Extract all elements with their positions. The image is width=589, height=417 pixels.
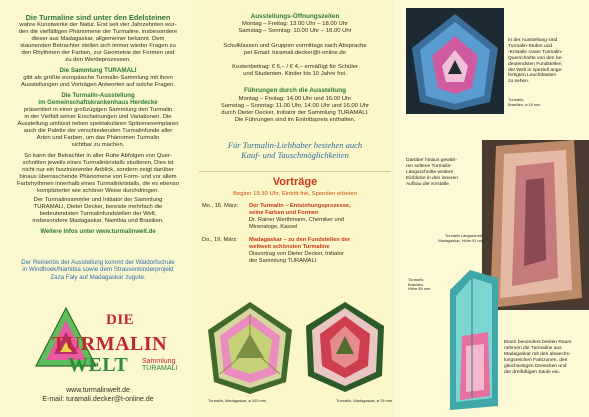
charity-note: Der Reinerlös der Ausstellung kommt der Waldorfschule in Windhoek/Namibia sowie dem Strassenkinderprojekt Zaza Faly auf Madagaskar zugute. — [21, 259, 175, 281]
logo-die: DIE — [106, 312, 135, 328]
admission-fee-text: Kostenbeitrag: € 6,– / € 4,– ermäßigt für Schüler und Studenten. Kinder bis 10 Jahre frei. — [232, 64, 358, 78]
lecture-1-date: Mo., 16. März: — [202, 203, 239, 209]
heading-exhibition: Die Turmalin-Ausstellung im Gemeinschaftskrankenhaus Herdecke — [38, 92, 158, 106]
lecture-2: Do., 19. März: Madagaskar – zu den Fundstellen der weltweit schönsten Turmaline Diavortrag von Dieter Decker, Initiator der Sammlung TURAMALI — [202, 237, 351, 264]
collection-text: gibt als größte europäische Turmalin-Sammlung mit ihren Ausstellungen und Vorträgen Antworten auf solche Fragen. — [21, 75, 175, 89]
opening-hours: Montag – Freitag: 13.00 Uhr – 18.00 Uhr Samstag – Sonntag: 10.00 Uhr – 18.00 Uhr — [238, 21, 352, 35]
logo-turmalin: TURMALIN — [52, 333, 168, 355]
info-link[interactable]: Weitere Infos unter www.turmalinwelt.de — [40, 229, 156, 235]
tourmaline-slice-photo-1 — [204, 300, 296, 396]
cross-section-text: So kann der Betrachter in aller Ruhe Abfolgen von Quer- schnitten jeweils eines Turmalinkristalls studieren. Dies ist nicht nur ein faszinierender Anblick, sondern zeigt darüber hinaus überraschende Phänomene von Form- und vor allem Farbrhythmen innerhalb eines Turmalinkristalls, die es ebenso komplizierter wie schöner Weise durchdringen. — [16, 153, 180, 195]
caption-slice-2: Turmalin, Madagaskar, ⌀ 75 mm — [336, 398, 392, 403]
divider — [199, 171, 391, 172]
heading-collection: Die Sammlung TURAMALI — [59, 67, 137, 74]
tourmaline-crystal-photo — [444, 266, 502, 416]
tourmaline-slice-photo-3 — [406, 8, 504, 114]
turmalin-welt-logo — [34, 296, 184, 396]
exhibition-text: präsentiert in einer großzügigen Sammlung den Turmalin in der Vielfalt seiner Erscheinungen und Variationen. Die Ausstellung umfasst neben spektakulären Spitzenexemplaren auch die Palette der verschiedensten Turmalinfunde aller Arten und Farben, um das Phänomen Turmalin sichtbar zu machen. — [17, 107, 179, 149]
left-panel — [0, 0, 196, 417]
tours-text: Montag – Freitag: 14.00 Uhr und 16.00 Uhr Samstag – Sonntag: 11.00 Uhr, 14.00 Uhr und 16.00 Uhr durch Dieter Decker, Initiator der Sammlung TURAMALI. Die Führungen sind im Eintrittspreis enthalten. — [220, 96, 370, 124]
caption-top: Turmalin, Brasilien, ⌀ 18 mm — [508, 97, 541, 107]
light-boxes-text: In der Ausstellung sind Turmalin-Stufen und -Kristalle sowie Turmalin- Querschnitte von den be- deutendsten Fundstellen der Welt in speziell ange- fertigten Leuchtkästen zu sehen. — [508, 38, 563, 85]
middle-panel — [196, 0, 394, 417]
heading-opening-hours: Ausstellungs-Öffnungszeiten — [250, 13, 340, 20]
school-groups-text: Schulklassen und Gruppen vormittags nach Absprache per Email: turamali.decker@t-online.de — [223, 43, 367, 57]
lecture-1: Mo., 16. März: Der Turmalin – Entstehungsprozesse, seine Farben und Formen Dr. Rainer Werthmann, Chemiker und Mineraloge, Kassel — [202, 203, 351, 230]
collector-text: Der Turmalinsammler und Initiator der Sammlung TURAMALI, Dieter Decker, bereiste mehrfach die bedeutendsten Turmalinfundstellen der Welt, insbesondere Madagaskar, Namibia und Brasilien. — [32, 197, 164, 225]
heading-tours: Führungen durch die Ausstellung — [243, 87, 346, 94]
caption-slice-1: Turmalin, Madagaskar, ⌀ 103 mm — [208, 398, 266, 403]
logo-welt: WELT — [68, 354, 129, 376]
intro-text: wahre Kunstwerke der Natur. Erst seit vier Jahrzehnten wur- den die vielfältigen Phänomene der Turmaline, insbesondere dieser aus Madagaskar, allgemeiner bekannt. Dem staunenden Betrachter stellen sich immer wieder Fragen zu den Rhythmen der Farben, zur Geometrie der Formen und zu den Werdeprozessen. — [18, 22, 178, 64]
lectures-subtitle: Beginn 19.30 Uhr, Eintritt frei, Spenden erbeten — [233, 191, 357, 197]
purchase-note: Für Turmalin-Liebhaber bestehen auch Kauf- und Tauschmöglichkeiten — [227, 140, 363, 160]
email-link[interactable]: E-mail: turamali.decker@t-online.de — [42, 396, 154, 403]
logo-subtitle: Sammlung TURAMALI — [142, 358, 178, 372]
right-panel — [394, 0, 589, 417]
heading-tourmalines: Die Turmaline sind unter den Edelsteinen — [25, 13, 171, 22]
caption-longitudinal: Turmalin Längsschnitt, Madagaskar, Höhe 91 mm — [438, 233, 484, 243]
longitudinal-text: Darüber hinaus gewäh- ren seltene Turmalin- Längsschnitte weitere Einblicke in den inneren Aufbau der Kristalle. — [406, 158, 458, 187]
madagascar-text: Einen besonders breiten Raum nehmen die Turmaline aus Madagaskar mit den abwechs- lungsreichen Farbzonen, den gleichseitigen Dreiecken und der dreifüßigen Säule ein. — [504, 340, 572, 375]
heading-lectures: Vorträge — [272, 176, 318, 188]
tourmaline-slice-photo-2 — [302, 300, 388, 394]
caption-crystal: Turmalin, Brasilien, Höhe 85 mm — [408, 277, 431, 292]
website-link[interactable]: www.turmalinwelt.de — [66, 387, 130, 394]
lecture-2-date: Do., 19. März: — [202, 237, 238, 243]
